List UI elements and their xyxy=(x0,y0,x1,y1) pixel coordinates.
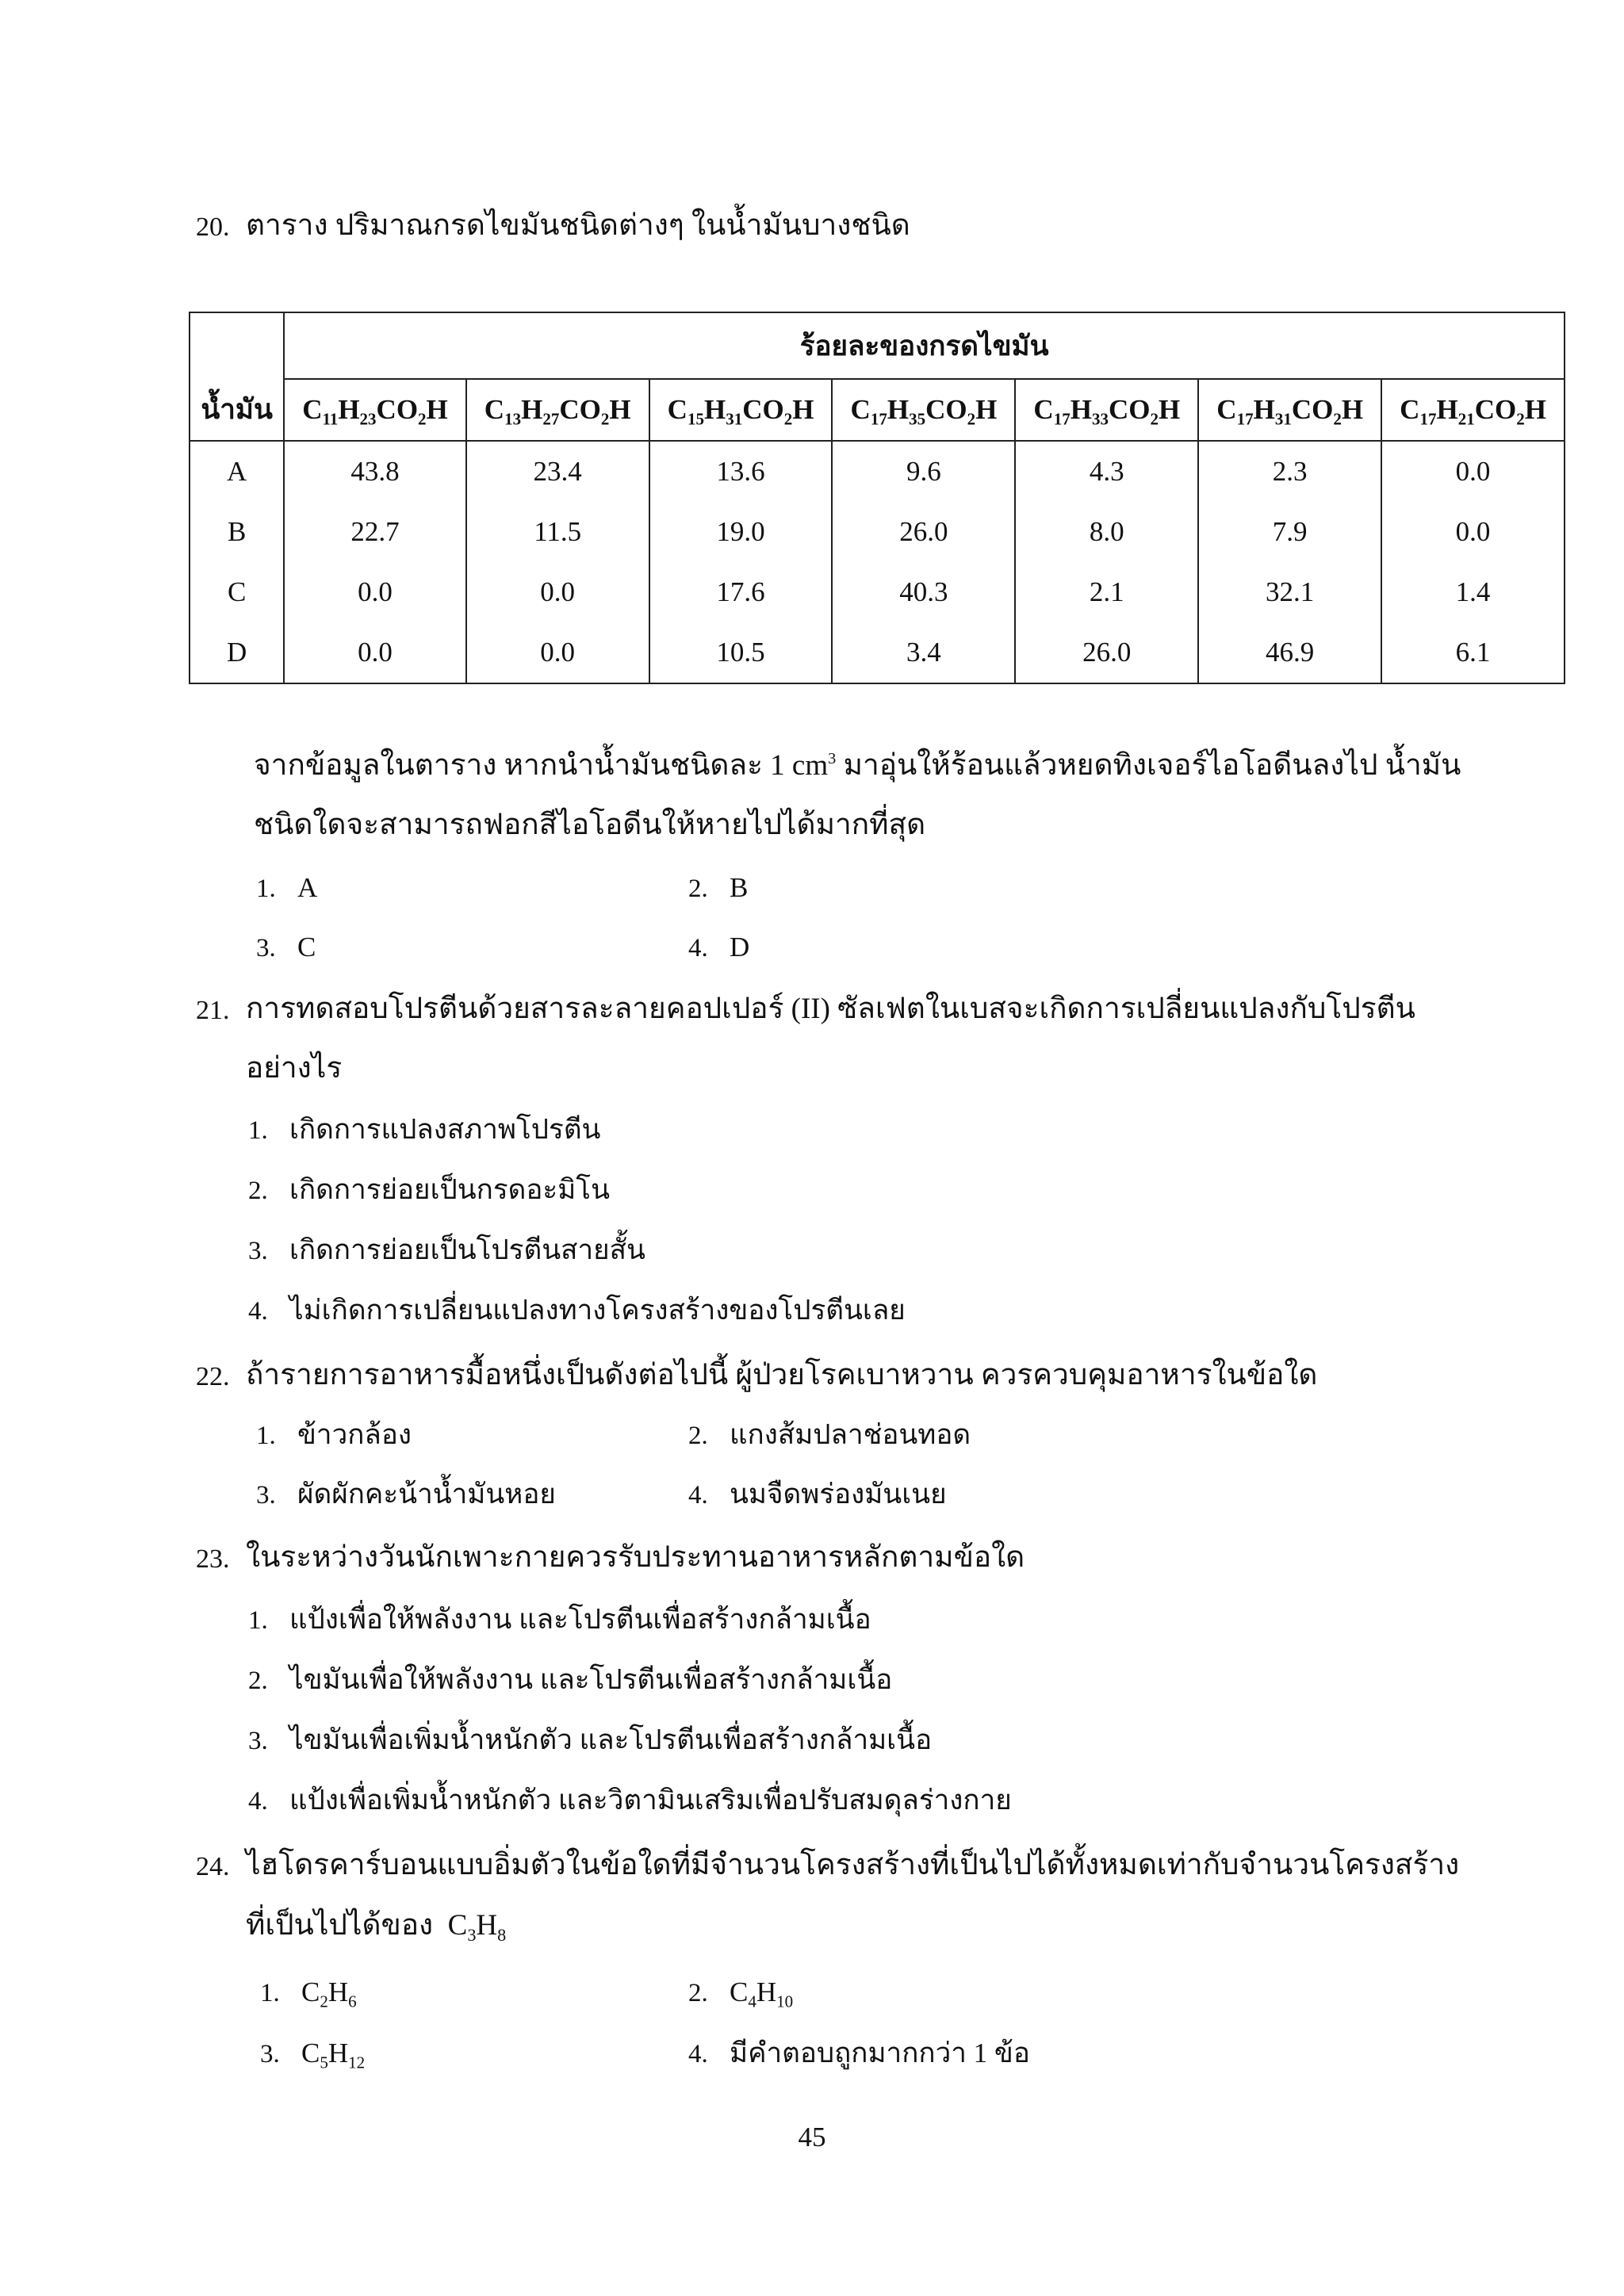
table-cell-value: 0.0 xyxy=(284,562,466,622)
question-24-option-4[interactable]: 4. มีคำตอบถูกมากกว่า 1 ข้อ xyxy=(688,2038,1030,2068)
table-corner xyxy=(190,312,284,379)
fatty-acid-table xyxy=(189,312,1565,684)
question-22-number: 22. xyxy=(196,1362,230,1391)
table-cell-value: 43.8 xyxy=(284,441,466,502)
table-cell-value: 4.3 xyxy=(1015,441,1198,502)
question-20-option-3[interactable]: 3. C xyxy=(256,932,316,962)
question-21-number: 21. xyxy=(196,996,230,1025)
table-column-header: $C_{17}H_{35}CO_2H$ xyxy=(832,379,1015,441)
question-21-line-2: อย่างไร xyxy=(246,1052,343,1085)
question-24-option-2-formula: $C_4H_{10}$ xyxy=(730,1976,794,2011)
question-21-option-1[interactable]: 1. เกิดการแปลงสภาพโปรตีน xyxy=(248,1114,601,1145)
question-20-option-2[interactable]: 2. B xyxy=(688,872,749,903)
question-24-line-1: ไฮโดรคาร์บอนแบบอิ่มตัวในข้อใดที่มีจำนวนโครงสร้างที่เป็นไปได้ทั้งหมดเท่ากับจำนวนโครงสร้าง xyxy=(246,1849,1460,1881)
table-column-header: $C_{15}H_{31}CO_2H$ xyxy=(649,379,833,441)
table-cell-value: 6.1 xyxy=(1381,622,1565,683)
table-cell-value: 9.6 xyxy=(832,441,1015,502)
table-cell-value: 40.3 xyxy=(832,562,1015,622)
table-cell-value: 1.4 xyxy=(1381,562,1565,622)
table-row xyxy=(190,502,1565,562)
question-23-option-2[interactable]: 2. ไขมันเพื่อให้พลังงาน และโปรตีนเพื่อสร้างกล้ามเนื้อ xyxy=(248,1664,893,1695)
table-cell-oil: C xyxy=(190,562,284,622)
question-21-line-1: การทดสอบโปรตีนด้วยสารละลายคอปเปอร์ (II) ซัลเฟตในเบสจะเกิดการเปลี่ยนแปลงกับโปรตีน xyxy=(246,993,1415,1025)
table-cell-value: 11.5 xyxy=(466,502,649,562)
table-group-header: ร้อยละของกรดไขมัน xyxy=(284,312,1565,379)
question-23-option-4[interactable]: 4. แป้งเพื่อเพิ่มน้ำหนักตัว และวิตามินเสริมเพื่อปรับสมดุลร่างกาย xyxy=(248,1785,1012,1816)
table-cell-value: 0.0 xyxy=(1381,502,1565,562)
question-20-stem-line-1: จากข้อมูลในตาราง หากนำน้ำมันชนิดละ 1 $cm^3$ มาอุ่นให้ร้อนแล้วหยดทิงเจอร์ไอโอดีนลงไป น้ำมัน xyxy=(254,749,1461,782)
table-cell-value: 3.4 xyxy=(832,622,1015,683)
question-20-number: 20. xyxy=(196,212,230,242)
question-21-option-3[interactable]: 3. เกิดการย่อยเป็นโปรตีนสายสั้น xyxy=(248,1234,645,1265)
question-24-option-1[interactable]: 1. $C_2H_6$ xyxy=(260,1976,357,2011)
table-cell-value: 10.5 xyxy=(649,622,833,683)
table-column-header: $C_{17}H_{21}CO_2H$ xyxy=(1381,379,1565,441)
question-21-option-2[interactable]: 2. เกิดการย่อยเป็นกรดอะมิโน xyxy=(248,1174,611,1205)
table-column-header: $C_{11}H_{23}CO_2H$ xyxy=(284,379,466,441)
question-20-title: ตาราง ปริมาณกรดไขมันชนิดต่างๆ ในน้ำมันบางชนิด xyxy=(246,209,910,242)
question-23-option-3[interactable]: 3. ไขมันเพื่อเพิ่มน้ำหนักตัว และโปรตีนเพื่อสร้างกล้ามเนื้อ xyxy=(248,1724,933,1755)
table-cell-value: 7.9 xyxy=(1198,502,1381,562)
table-cell-value: 13.6 xyxy=(649,441,833,502)
question-24-line-2: ที่เป็นไปได้ของ $C_3H_8$ xyxy=(246,1909,507,1945)
question-24-formula: $C_3H_8$ xyxy=(447,1909,507,1945)
question-24-option-1-formula: $C_2H_6$ xyxy=(301,1976,357,2011)
table-cell-value: 26.0 xyxy=(832,502,1015,562)
page-number: 45 xyxy=(798,2122,826,2152)
question-20-stem-line-2: ชนิดใดจะสามารถฟอกสีไอโอดีนให้หายไปได้มากที่สุด xyxy=(254,809,926,841)
question-24-option-3-formula: $C_5H_{12}$ xyxy=(301,2038,366,2072)
table-row xyxy=(190,562,1565,622)
table-column-header: $C_{17}H_{31}CO_2H$ xyxy=(1198,379,1381,441)
question-22-option-3[interactable]: 3. ผัดผักคะน้าน้ำมันหอย xyxy=(256,1479,556,1510)
table-cell-oil: B xyxy=(190,502,284,562)
question-21-option-4[interactable]: 4. ไม่เกิดการเปลี่ยนแปลงทางโครงสร้างของโปรตีนเลย xyxy=(248,1295,906,1326)
table-column-header: $C_{17}H_{33}CO_2H$ xyxy=(1015,379,1198,441)
table-cell-value: 26.0 xyxy=(1015,622,1198,683)
table-column-header: $C_{13}H_{27}CO_2H$ xyxy=(466,379,649,441)
question-20-option-4[interactable]: 4. D xyxy=(688,932,750,962)
question-20-option-1[interactable]: 1. A xyxy=(256,872,318,903)
table-cell-value: 8.0 xyxy=(1015,502,1198,562)
table-cell-oil: D xyxy=(190,622,284,683)
table-cell-value: 0.0 xyxy=(1381,441,1565,502)
question-22-option-4[interactable]: 4. นมจืดพร่องมันเนย xyxy=(688,1479,947,1510)
question-22-option-1[interactable]: 1. ข้าวกล้อง xyxy=(256,1419,412,1450)
table-cell-value: 46.9 xyxy=(1198,622,1381,683)
table-cell-value: 0.0 xyxy=(466,622,649,683)
table-row xyxy=(190,441,1565,502)
table-cell-value: 0.0 xyxy=(284,622,466,683)
table-cell-value: 19.0 xyxy=(649,502,833,562)
question-23-option-1[interactable]: 1. แป้งเพื่อให้พลังงาน และโปรตีนเพื่อสร้างกล้ามเนื้อ xyxy=(248,1604,871,1635)
question-22-line-1: ถ้ารายการอาหารมื้อหนึ่งเป็นดังต่อไปนี้ ผู้ป่วยโรคเบาหวาน ควรควบคุมอาหารในข้อใด xyxy=(246,1359,1318,1391)
question-24-number: 24. xyxy=(196,1852,230,1881)
question-24-option-2[interactable]: 2. $C_4H_{10}$ xyxy=(688,1976,794,2011)
table-row-header: น้ำมัน xyxy=(190,379,284,441)
question-23-number: 23. xyxy=(196,1544,230,1574)
table-cell-value: 0.0 xyxy=(466,562,649,622)
table-cell-value: 17.6 xyxy=(649,562,833,622)
table-cell-value: 32.1 xyxy=(1198,562,1381,622)
table-cell-oil: A xyxy=(190,441,284,502)
table-row xyxy=(190,622,1565,683)
question-23-line-1: ในระหว่างวันนักเพาะกายควรรับประทานอาหารหลักตามข้อใด xyxy=(246,1541,1025,1574)
question-24-option-3[interactable]: 3. $C_5H_{12}$ xyxy=(260,2038,366,2072)
table-cell-value: 2.1 xyxy=(1015,562,1198,622)
table-cell-value: 22.7 xyxy=(284,502,466,562)
table-cell-value: 23.4 xyxy=(466,441,649,502)
table-cell-value: 2.3 xyxy=(1198,441,1381,502)
question-22-option-2[interactable]: 2. แกงส้มปลาช่อนทอด xyxy=(688,1419,971,1450)
